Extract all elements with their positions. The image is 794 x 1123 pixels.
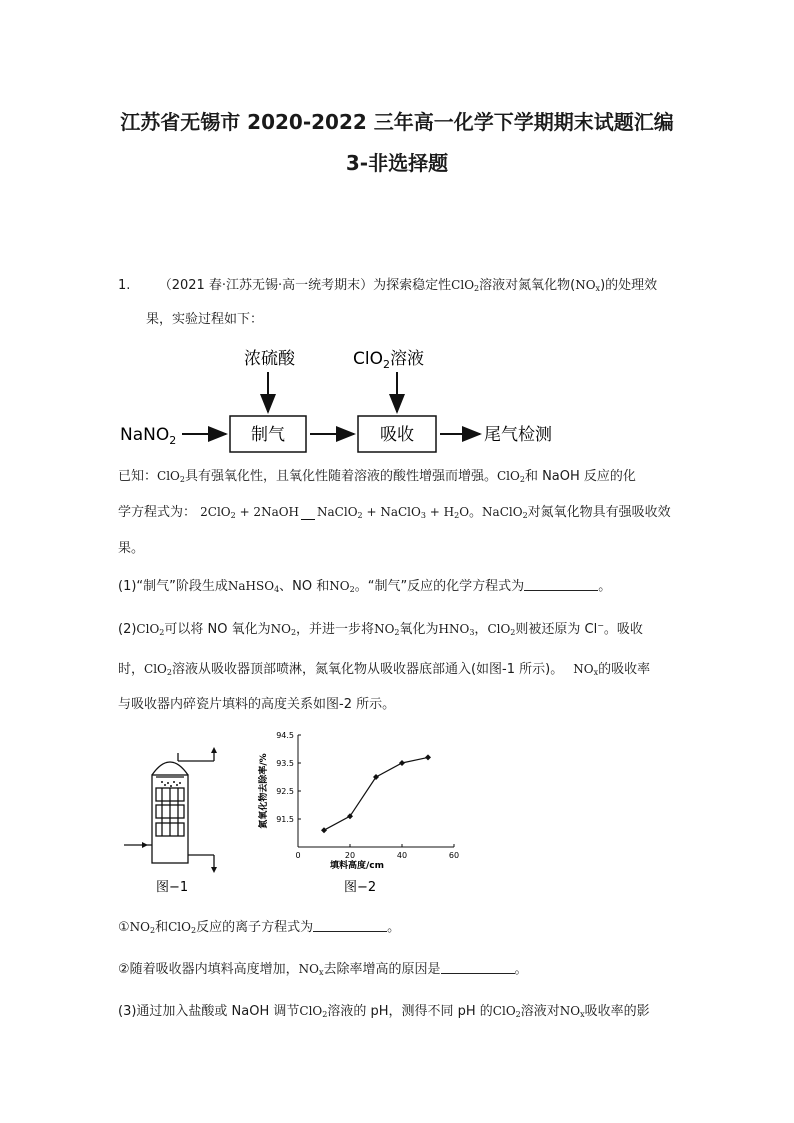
y-tick-label: 92.5 [276,787,294,796]
flow-source: NaNO$_2$ [120,425,177,447]
answer-blank-2[interactable] [313,919,387,932]
question-intro [118,276,657,298]
y-tick-label: 91.5 [276,815,294,824]
part-2-line3: 与吸收器内碎瓷片填料的高度关系如图-2 所示。 [118,697,396,712]
page-title: 江苏省无锡市 2020-2022 三年高一化学下学期期末试题汇编 [120,110,674,134]
intro-text-b: 溶液对氮氧化物( [479,278,576,293]
intro-text: （2021 春·江苏无锡·高一统考期末）为探索稳定性 [158,278,452,293]
data-point [399,760,405,766]
box-generate-label: 制气 [251,425,285,445]
known-line3: 果。 [118,541,145,556]
x-tick-label: 40 [396,851,408,860]
y-axis-label: 氮氧化物去除率/% [259,753,269,829]
part-1: (1)“制气”阶段生成NaHSO$_4$、NO 和$NO_2$。“制气”反应的化学方程式为 。 [118,579,612,594]
formula-clo2: ClO$_2$ [451,278,480,293]
part-2-line2: 时，ClO$_2$溶液从吸收器顶部喷淋，氮氧化物从吸收器底部通入(如图-1 所示)。 $NO_x$的吸收率 [118,662,651,677]
process-flow-diagram [110,340,590,460]
data-point [321,827,327,833]
answer-blank-3[interactable] [441,961,515,974]
figure-absorber [118,745,238,895]
series-line [324,757,428,830]
y-tick-label: 94.5 [276,731,294,740]
page-subtitle: 3-非选择题 [345,151,449,175]
figure-1-caption: 图−1 [156,880,189,895]
inlet-arrow [142,842,148,848]
subquestion-2: ②随着吸收器内填料高度增加，$NO_x$去除率增高的原因是 。 [118,962,528,977]
formula-nox: $NO_x$ [575,278,601,293]
intro-line2: 果，实验过程如下： [146,312,264,327]
intro-text-c: )的处理效 [600,278,658,293]
x-axis-label: 填料高度/cm [330,861,385,871]
part-2-line1: (2)ClO$_2$可以将 NO 氧化为$NO_2$，并进一步将$NO_2$氧化为$HNO_3$，ClO$_2$则被还原为 Cl−。吸收 [118,621,643,637]
figure-chart [252,725,472,895]
y-tick-label: 93.5 [276,759,294,768]
flow-input-acid: 浓硫酸 [244,349,295,369]
answer-blank-1[interactable] [524,578,598,591]
question-number: 1. [118,278,131,293]
x-tick-label: 0 [295,851,301,860]
flow-input-clo2: ClO$_2$溶液 [353,349,424,371]
known-line2: 学方程式为： 2ClO$_2$ + 2NaOH NaClO$_2$ + NaClO$_3$ + $H_2O$。NaClO$_2$对氮氧化物具有强吸收效 [118,505,671,520]
outlet-top-arrow [211,747,217,753]
part-3: (3)通过加入盐酸或 NaOH 调节ClO$_2$溶液的 pH，测得不同 pH 的ClO$_2$溶液对$NO_x$吸收率的影 [118,1004,650,1019]
x-tick-label: 60 [448,851,460,860]
outlet-bottom-arrow [211,867,217,873]
known-line1: 已知：ClO$_2$具有强氧化性，且氧化性随着溶液的酸性增强而增强。ClO$_2$和 NaOH 反应的化 [118,469,636,484]
reaction-equation: 2ClO$_2$ + 2NaOH NaClO$_2$ + NaClO$_3$ + $H_2O$ [200,505,470,520]
x-tick-label: 20 [344,851,356,860]
box-absorb-label: 吸收 [380,425,414,445]
absorber-dome [152,762,188,775]
subquestion-1: $①NO_2$和ClO$_2$反应的离子方程式为 。 [118,920,401,935]
figure-2-caption: 图−2 [344,880,377,895]
flow-output: 尾气检测 [484,425,552,445]
data-point [425,754,431,760]
